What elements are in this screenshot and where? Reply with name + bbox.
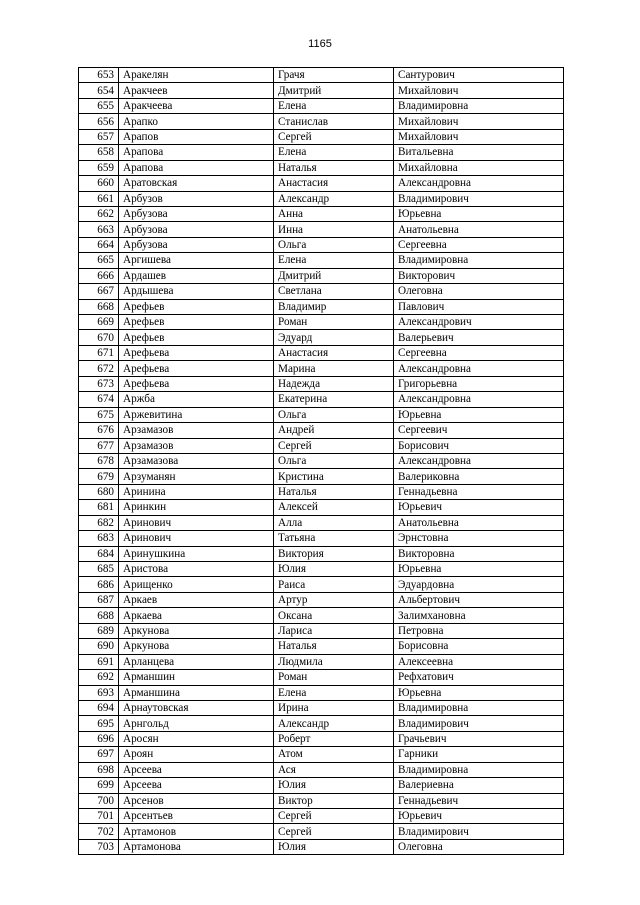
surname-cell: Арефьев	[119, 315, 274, 330]
patronymic-cell: Сергеевна	[394, 237, 564, 252]
patronymic-cell: Александровна	[394, 453, 564, 468]
table-row	[79, 531, 564, 546]
row-number-cell: 658	[79, 145, 119, 160]
surname-cell: Арсенов	[119, 793, 274, 808]
first-name-cell: Атом	[274, 747, 394, 762]
row-number-cell: 682	[79, 515, 119, 530]
row-number-cell: 676	[79, 423, 119, 438]
first-name-cell: Дмитрий	[274, 268, 394, 283]
first-name-cell: Елена	[274, 145, 394, 160]
row-number-cell: 703	[79, 839, 119, 854]
surname-cell: Арапова	[119, 160, 274, 175]
patronymic-cell: Михайловна	[394, 160, 564, 175]
row-number-cell: 700	[79, 793, 119, 808]
first-name-cell: Марина	[274, 361, 394, 376]
patronymic-cell: Валерьевич	[394, 330, 564, 345]
patronymic-cell: Александрович	[394, 315, 564, 330]
first-name-cell: Ольга	[274, 453, 394, 468]
table-row	[79, 762, 564, 777]
row-number-cell: 701	[79, 809, 119, 824]
surname-cell: Арзамазов	[119, 438, 274, 453]
table-row	[79, 731, 564, 746]
surname-cell: Арбузова	[119, 222, 274, 237]
row-number-cell: 668	[79, 299, 119, 314]
first-name-cell: Александр	[274, 191, 394, 206]
surname-cell: Арланцева	[119, 654, 274, 669]
row-number-cell: 670	[79, 330, 119, 345]
patronymic-cell: Петровна	[394, 623, 564, 638]
surname-cell: Арбузова	[119, 206, 274, 221]
table-row	[79, 114, 564, 129]
patronymic-cell: Александровна	[394, 361, 564, 376]
row-number-cell: 653	[79, 68, 119, 83]
surname-cell: Арнгольд	[119, 716, 274, 731]
table-row	[79, 83, 564, 98]
first-name-cell: Юлия	[274, 839, 394, 854]
first-name-cell: Наталья	[274, 160, 394, 175]
row-number-cell: 685	[79, 562, 119, 577]
surname-cell: Арнаутовская	[119, 700, 274, 715]
row-number-cell: 654	[79, 83, 119, 98]
first-name-cell: Ася	[274, 762, 394, 777]
patronymic-cell: Алексеевна	[394, 654, 564, 669]
first-name-cell: Татьяна	[274, 531, 394, 546]
patronymic-cell: Юрьевич	[394, 500, 564, 515]
table-row	[79, 361, 564, 376]
patronymic-cell: Владимирович	[394, 191, 564, 206]
patronymic-cell: Юрьевна	[394, 407, 564, 422]
patronymic-cell: Владимировна	[394, 253, 564, 268]
table-row	[79, 747, 564, 762]
row-number-cell: 674	[79, 392, 119, 407]
patronymic-cell: Анатольевна	[394, 222, 564, 237]
first-name-cell: Инна	[274, 222, 394, 237]
patronymic-cell: Павлович	[394, 299, 564, 314]
patronymic-cell: Михайлович	[394, 114, 564, 129]
surname-cell: Арапов	[119, 129, 274, 144]
surname-cell: Ароян	[119, 747, 274, 762]
row-number-cell: 691	[79, 654, 119, 669]
table-row	[79, 284, 564, 299]
first-name-cell: Елена	[274, 685, 394, 700]
first-name-cell: Роман	[274, 315, 394, 330]
patronymic-cell: Гарники	[394, 747, 564, 762]
surname-cell: Арманшина	[119, 685, 274, 700]
table-row	[79, 484, 564, 499]
row-number-cell: 690	[79, 639, 119, 654]
patronymic-cell: Сергеевна	[394, 345, 564, 360]
patronymic-cell: Олеговна	[394, 284, 564, 299]
surname-cell: Ардашев	[119, 268, 274, 283]
first-name-cell: Сергей	[274, 809, 394, 824]
row-number-cell: 687	[79, 592, 119, 607]
row-number-cell: 694	[79, 700, 119, 715]
surname-cell: Аринкин	[119, 500, 274, 515]
patronymic-cell: Витальевна	[394, 145, 564, 160]
first-name-cell: Анна	[274, 206, 394, 221]
first-name-cell: Екатерина	[274, 392, 394, 407]
patronymic-cell: Грачьевич	[394, 731, 564, 746]
first-name-cell: Наталья	[274, 639, 394, 654]
surname-cell: Ардышева	[119, 284, 274, 299]
surname-cell: Арсеева	[119, 762, 274, 777]
first-name-cell: Раиса	[274, 577, 394, 592]
patronymic-cell: Валериковна	[394, 469, 564, 484]
table-row	[79, 716, 564, 731]
table-row	[79, 268, 564, 283]
first-name-cell: Алексей	[274, 500, 394, 515]
row-number-cell: 673	[79, 376, 119, 391]
surname-cell: Аркаев	[119, 592, 274, 607]
patronymic-cell: Викторович	[394, 268, 564, 283]
surname-cell: Арманшин	[119, 670, 274, 685]
patronymic-cell: Викторовна	[394, 546, 564, 561]
table-row	[79, 623, 564, 638]
surname-cell: Аратовская	[119, 176, 274, 191]
first-name-cell: Анастасия	[274, 176, 394, 191]
table-row	[79, 546, 564, 561]
row-number-cell: 664	[79, 237, 119, 252]
first-name-cell: Станислав	[274, 114, 394, 129]
row-number-cell: 684	[79, 546, 119, 561]
first-name-cell: Виктория	[274, 546, 394, 561]
table-row	[79, 330, 564, 345]
surname-cell: Арефьева	[119, 361, 274, 376]
first-name-cell: Эдуард	[274, 330, 394, 345]
patronymic-cell: Эдуардовна	[394, 577, 564, 592]
first-name-cell: Андрей	[274, 423, 394, 438]
table-row	[79, 700, 564, 715]
surname-cell: Аржба	[119, 392, 274, 407]
surname-cell: Аринушкина	[119, 546, 274, 561]
table-row	[79, 423, 564, 438]
first-name-cell: Артур	[274, 592, 394, 607]
page-number: 1165	[308, 38, 332, 50]
first-name-cell: Алла	[274, 515, 394, 530]
patronymic-cell: Владимировна	[394, 98, 564, 113]
table-row	[79, 654, 564, 669]
first-name-cell: Светлана	[274, 284, 394, 299]
row-number-cell: 698	[79, 762, 119, 777]
patronymic-cell: Владимировна	[394, 762, 564, 777]
row-number-cell: 672	[79, 361, 119, 376]
table-row	[79, 577, 564, 592]
patronymic-cell: Владимирович	[394, 824, 564, 839]
table-row	[79, 253, 564, 268]
surname-cell: Арефьев	[119, 299, 274, 314]
table-row	[79, 191, 564, 206]
row-number-cell: 696	[79, 731, 119, 746]
surname-cell: Аракчеева	[119, 98, 274, 113]
table-row	[79, 176, 564, 191]
table-row	[79, 222, 564, 237]
patronymic-cell: Эрнстовна	[394, 531, 564, 546]
row-number-cell: 699	[79, 778, 119, 793]
first-name-cell: Надежда	[274, 376, 394, 391]
surname-cell: Аркунова	[119, 623, 274, 638]
table-row	[79, 407, 564, 422]
row-number-cell: 667	[79, 284, 119, 299]
first-name-cell: Оксана	[274, 608, 394, 623]
first-name-cell: Людмила	[274, 654, 394, 669]
surname-cell: Арзамазов	[119, 423, 274, 438]
surname-cell: Арефьев	[119, 330, 274, 345]
row-number-cell: 697	[79, 747, 119, 762]
row-number-cell: 663	[79, 222, 119, 237]
row-number-cell: 688	[79, 608, 119, 623]
patronymic-cell: Борисович	[394, 438, 564, 453]
patronymic-cell: Михайлович	[394, 129, 564, 144]
table-row	[79, 145, 564, 160]
row-number-cell: 692	[79, 670, 119, 685]
first-name-cell: Владимир	[274, 299, 394, 314]
surname-cell: Аринович	[119, 515, 274, 530]
row-number-cell: 679	[79, 469, 119, 484]
surname-cell: Аркаева	[119, 608, 274, 623]
row-number-cell: 686	[79, 577, 119, 592]
surname-cell: Арсеева	[119, 778, 274, 793]
first-name-cell: Грачя	[274, 68, 394, 83]
surname-cell: Аристова	[119, 562, 274, 577]
patronymic-cell: Владимирович	[394, 716, 564, 731]
patronymic-cell: Залимхановна	[394, 608, 564, 623]
first-name-cell: Дмитрий	[274, 83, 394, 98]
surname-cell: Аржевитина	[119, 407, 274, 422]
table-row	[79, 68, 564, 83]
row-number-cell: 689	[79, 623, 119, 638]
patronymic-cell: Анатольевна	[394, 515, 564, 530]
patronymic-cell: Михайлович	[394, 83, 564, 98]
row-number-cell: 678	[79, 453, 119, 468]
patronymic-cell: Сантурович	[394, 68, 564, 83]
table-row	[79, 453, 564, 468]
first-name-cell: Елена	[274, 253, 394, 268]
surname-cell: Арбузов	[119, 191, 274, 206]
table-row	[79, 500, 564, 515]
row-number-cell: 655	[79, 98, 119, 113]
first-name-cell: Ольга	[274, 407, 394, 422]
surname-cell: Арсентьев	[119, 809, 274, 824]
first-name-cell: Юлия	[274, 778, 394, 793]
table-row	[79, 608, 564, 623]
surname-cell: Аракелян	[119, 68, 274, 83]
patronymic-cell: Геннадьевна	[394, 484, 564, 499]
first-name-cell: Александр	[274, 716, 394, 731]
surname-cell: Арбузова	[119, 237, 274, 252]
table-row	[79, 639, 564, 654]
table-row	[79, 299, 564, 314]
first-name-cell: Елена	[274, 98, 394, 113]
surname-cell: Арищенко	[119, 577, 274, 592]
first-name-cell: Сергей	[274, 438, 394, 453]
patronymic-cell: Борисовна	[394, 639, 564, 654]
table-row	[79, 809, 564, 824]
patronymic-cell: Альбертович	[394, 592, 564, 607]
surname-cell: Арефьева	[119, 345, 274, 360]
table-row	[79, 469, 564, 484]
table-row	[79, 793, 564, 808]
row-number-cell: 675	[79, 407, 119, 422]
first-name-cell: Анастасия	[274, 345, 394, 360]
table-row	[79, 592, 564, 607]
row-number-cell: 695	[79, 716, 119, 731]
row-number-cell: 660	[79, 176, 119, 191]
row-number-cell: 666	[79, 268, 119, 283]
row-number-cell: 661	[79, 191, 119, 206]
patronymic-cell: Олеговна	[394, 839, 564, 854]
surname-cell: Артамонова	[119, 839, 274, 854]
first-name-cell: Виктор	[274, 793, 394, 808]
surname-cell: Арапко	[119, 114, 274, 129]
table-row	[79, 685, 564, 700]
patronymic-cell: Юрьевич	[394, 809, 564, 824]
row-number-cell: 681	[79, 500, 119, 515]
patronymic-cell: Юрьевна	[394, 685, 564, 700]
surname-cell: Арзамазова	[119, 453, 274, 468]
row-number-cell: 659	[79, 160, 119, 175]
patronymic-cell: Владимировна	[394, 700, 564, 715]
table-row	[79, 345, 564, 360]
first-name-cell: Роман	[274, 670, 394, 685]
surname-cell: Аросян	[119, 731, 274, 746]
row-number-cell: 669	[79, 315, 119, 330]
table-row	[79, 515, 564, 530]
row-number-cell: 662	[79, 206, 119, 221]
row-number-cell: 656	[79, 114, 119, 129]
first-name-cell: Роберт	[274, 731, 394, 746]
surname-cell: Аргишева	[119, 253, 274, 268]
patronymic-cell: Рефхатович	[394, 670, 564, 685]
patronymic-cell: Сергеевич	[394, 423, 564, 438]
surname-cell: Арефьева	[119, 376, 274, 391]
surname-cell: Артамонов	[119, 824, 274, 839]
row-number-cell: 693	[79, 685, 119, 700]
surname-cell: Аркунова	[119, 639, 274, 654]
first-name-cell: Сергей	[274, 129, 394, 144]
row-number-cell: 671	[79, 345, 119, 360]
table-row	[79, 129, 564, 144]
table-row	[79, 315, 564, 330]
patronymic-cell: Юрьевна	[394, 562, 564, 577]
table-row	[79, 778, 564, 793]
table-row	[79, 392, 564, 407]
first-name-cell: Лариса	[274, 623, 394, 638]
first-name-cell: Наталья	[274, 484, 394, 499]
first-name-cell: Ольга	[274, 237, 394, 252]
patronymic-cell: Григорьевна	[394, 376, 564, 391]
table-row	[79, 206, 564, 221]
row-number-cell: 677	[79, 438, 119, 453]
surname-cell: Арзуманян	[119, 469, 274, 484]
row-number-cell: 680	[79, 484, 119, 499]
row-number-cell: 657	[79, 129, 119, 144]
patronymic-cell: Александровна	[394, 392, 564, 407]
row-number-cell: 702	[79, 824, 119, 839]
surname-cell: Аринович	[119, 531, 274, 546]
names-table	[78, 67, 564, 855]
table-row	[79, 562, 564, 577]
surname-cell: Арапова	[119, 145, 274, 160]
table-row	[79, 98, 564, 113]
row-number-cell: 683	[79, 531, 119, 546]
first-name-cell: Ирина	[274, 700, 394, 715]
patronymic-cell: Валериевна	[394, 778, 564, 793]
row-number-cell: 665	[79, 253, 119, 268]
table-row	[79, 670, 564, 685]
table-row	[79, 438, 564, 453]
first-name-cell: Сергей	[274, 824, 394, 839]
patronymic-cell: Геннадьевич	[394, 793, 564, 808]
first-name-cell: Юлия	[274, 562, 394, 577]
table-row	[79, 839, 564, 854]
table-body	[79, 68, 564, 855]
table-row	[79, 376, 564, 391]
table-row	[79, 824, 564, 839]
surname-cell: Аракчеев	[119, 83, 274, 98]
patronymic-cell: Александровна	[394, 176, 564, 191]
first-name-cell: Кристина	[274, 469, 394, 484]
surname-cell: Аринина	[119, 484, 274, 499]
patronymic-cell: Юрьевна	[394, 206, 564, 221]
table-row	[79, 160, 564, 175]
table-row	[79, 237, 564, 252]
